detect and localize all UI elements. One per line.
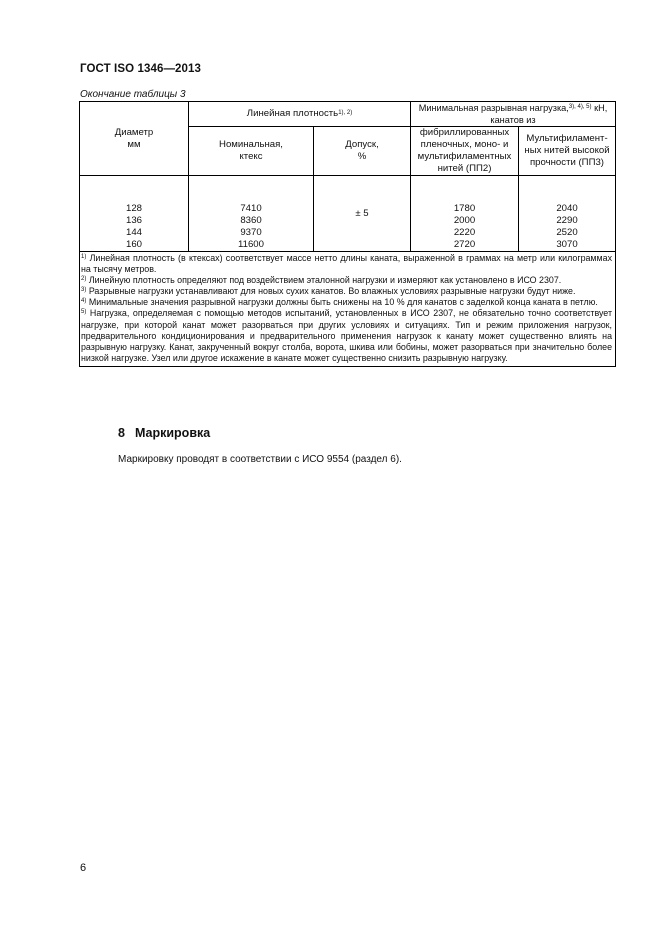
table-value: 3070 [556, 239, 578, 250]
header-multifilament: Мультифиламент- ных нитей высокой прочности (ПП3) [519, 127, 616, 176]
header-linear-density [189, 102, 411, 127]
section-heading [118, 426, 210, 440]
header-breaking-line2: канатов из [490, 115, 536, 125]
table-note [81, 286, 612, 297]
nominal-cell [189, 176, 314, 252]
tolerance-cell: ± 5 [314, 176, 411, 252]
footnote-mark: 3) [81, 287, 87, 294]
header-breaking-unit: кН, [594, 103, 608, 113]
table-caption: Окончание таблицы 3 [80, 89, 186, 100]
table-note [81, 253, 612, 275]
table-value: 2000 [453, 215, 476, 226]
footnote-ref: 3), 4), 5) [568, 104, 592, 110]
table-notes [80, 252, 616, 367]
table-value: 2720 [453, 239, 476, 250]
table-value: 160 [125, 239, 142, 250]
document-header: ГОСТ ISO 1346—2013 [80, 63, 202, 75]
table-value: 2220 [453, 227, 476, 238]
table-value: 2290 [556, 215, 578, 226]
pp2-cell [411, 176, 519, 252]
page-number: 6 [80, 862, 87, 874]
footnote-mark: 1) [81, 254, 87, 260]
table-value: 9370 [240, 227, 262, 238]
footnote-text: Линейная плотность (в ктексах) соответствует массе нетто длины каната, выраженной в граммах на метр или килограммах на тысячу метров. [81, 253, 613, 275]
footnote-text: Линейную плотность определяют под воздействием эталонной нагрузки и измеряют как установлено в ИСО 2307. [88, 275, 562, 286]
header-tolerance: Допуск, % [314, 127, 411, 176]
table-value: 128 [125, 203, 142, 214]
table-value: 2520 [556, 227, 578, 238]
table-value: 7410 [240, 203, 262, 214]
table-value: 136 [125, 215, 142, 226]
table-value: 11600 [238, 239, 264, 250]
header-diameter: Диаметр мм [80, 102, 189, 176]
table-value: 1780 [453, 203, 476, 214]
pp3-cell [519, 176, 616, 252]
header-breaking-load-label: Минимальная разрывная нагрузка, [418, 103, 569, 113]
table-value: 8360 [240, 215, 262, 226]
footnote-mark: 4) [81, 298, 87, 305]
footnote-ref: 1), 2) [338, 110, 353, 116]
header-breaking-load [411, 102, 616, 127]
table-note [81, 297, 612, 308]
footnote-mark: 2) [81, 276, 87, 283]
footnote-text: Нагрузка, определяемая с помощью методов испытаний, установленных в ИСО 2307, не обязательно точно соответствует нагрузке, при которой канат может разорваться при других условиях и ситуациях. Тип и режим приложения нагрузок, предварительного кондиционирования и предварительного применения нагрузок к канату может существенно влиять на разрывную нагрузку. Канат, закрученный вокруг столба, ворота, шкива или бобины, может разорваться при значительно более низкой нагрузке. Узел или другое искажение в канате может существенно снизить разрывную нагрузку. [81, 308, 613, 363]
table-value: 2040 [556, 203, 578, 214]
header-fibrillated: фибриллированных пленочных, моно- и мультифиламентных нитей (ПП2) [411, 127, 519, 176]
footnote-text: Минимальные значения разрывной нагрузки должны быть снижены на 10 % для канатов с заделкой конца каната в петлю. [88, 297, 598, 308]
header-linear-density-label: Линейная плотность [246, 108, 339, 119]
footnote-text: Разрывные нагрузки устанавливают для новых сухих канатов. Во влажных условиях разрывные нагрузки будут ниже. [88, 286, 576, 297]
data-table [79, 101, 616, 367]
table-note [81, 308, 612, 363]
section-number: 8 [118, 426, 125, 440]
header-nominal: Номинальная, ктекс [189, 127, 314, 176]
section-title: Маркировка [134, 426, 211, 440]
table-value: 144 [125, 227, 142, 238]
section-paragraph: Маркировку проводят в соответствии с ИСО 9554 (раздел 6). [118, 454, 402, 465]
footnote-mark: 5) [81, 309, 87, 316]
table-note [81, 275, 612, 286]
diameter-cell [80, 176, 189, 252]
